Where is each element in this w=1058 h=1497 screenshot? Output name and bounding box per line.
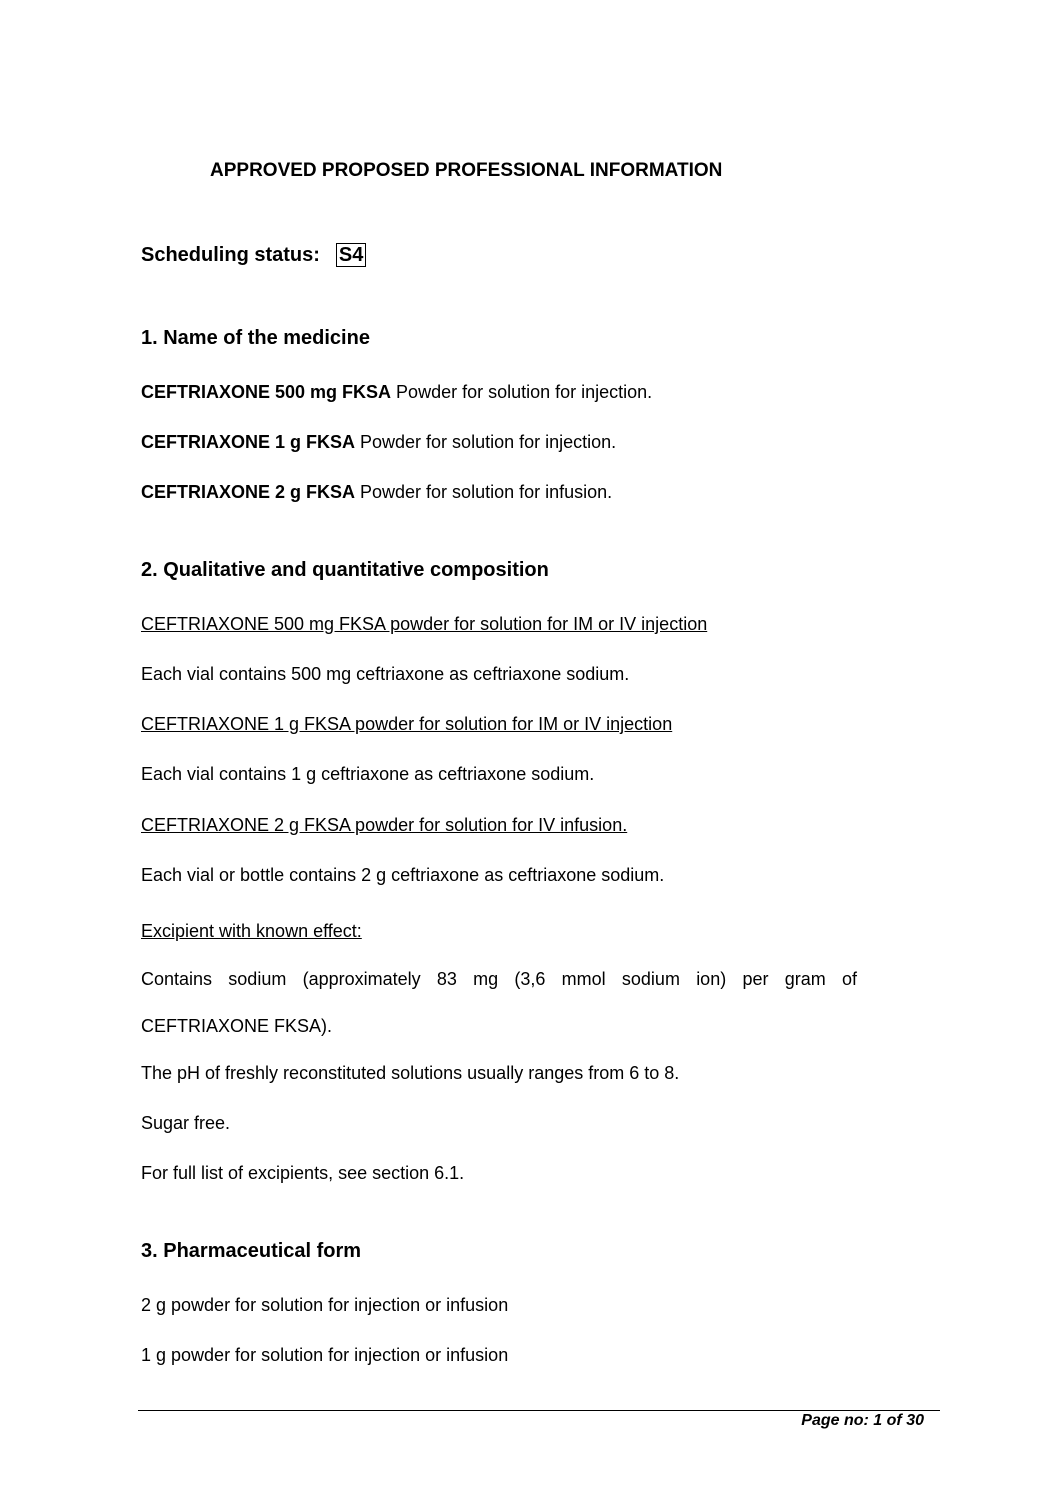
medicine-name-bold: CEFTRIAXONE 500 mg FKSA (141, 382, 392, 402)
composition-2g: Each vial or bottle contains 2 g ceftriaxone as ceftriaxone sodium. (141, 865, 665, 885)
section-1-heading: 1. Name of the medicine (141, 327, 370, 349)
excipient-heading: Excipient with known effect: (141, 921, 362, 941)
scheduling-label: Scheduling status: (141, 243, 320, 266)
medicine-name-item (141, 432, 616, 453)
section-2-heading: 2. Qualitative and quantitative composition (141, 559, 549, 581)
subheading-2g: CEFTRIAXONE 2 g FKSA powder for solution for IV infusion. (141, 815, 628, 835)
medicine-name-rest: Powder for solution for injection. (355, 432, 617, 452)
excipients-reference: For full list of excipients, see section 6.1. (141, 1163, 465, 1183)
medicine-name-item (141, 482, 612, 503)
sodium-content-line-2: CEFTRIAXONE FKSA). (141, 1016, 333, 1036)
scheduling-status (141, 243, 366, 267)
medicine-name-rest: Powder for solution for infusion. (355, 482, 613, 502)
ph-statement: The pH of freshly reconstituted solutions usually ranges from 6 to 8. (141, 1063, 680, 1083)
medicine-name-bold: CEFTRIAXONE 1 g FKSA (141, 432, 356, 452)
document-title: APPROVED PROPOSED PROFESSIONAL INFORMATION (210, 160, 723, 181)
subheading-500mg: CEFTRIAXONE 500 mg FKSA powder for solution for IM or IV injection (141, 614, 708, 634)
footer-divider (138, 1410, 940, 1411)
sugar-free-statement: Sugar free. (141, 1113, 231, 1133)
scheduling-value-box: S4 (336, 243, 366, 267)
pharmaceutical-form-line: 1 g powder for solution for injection or infusion (141, 1345, 509, 1365)
section-3-heading: 3. Pharmaceutical form (141, 1240, 362, 1262)
medicine-name-rest: Powder for solution for injection. (391, 382, 653, 402)
pharmaceutical-form-line: 2 g powder for solution for injection or infusion (141, 1295, 509, 1315)
medicine-name-item (141, 382, 652, 403)
composition-500mg: Each vial contains 500 mg ceftriaxone as ceftriaxone sodium. (141, 664, 630, 684)
medicine-name-bold: CEFTRIAXONE 2 g FKSA (141, 482, 356, 502)
subheading-1g: CEFTRIAXONE 1 g FKSA powder for solution for IM or IV injection (141, 714, 673, 734)
composition-1g: Each vial contains 1 g ceftriaxone as ceftriaxone sodium. (141, 764, 595, 784)
sodium-content-line-1: Contains sodium (approximately 83 mg (3,6 mmol sodium ion) per gram of (141, 969, 857, 989)
page-number: Page no: 1 of 30 (801, 1412, 924, 1429)
